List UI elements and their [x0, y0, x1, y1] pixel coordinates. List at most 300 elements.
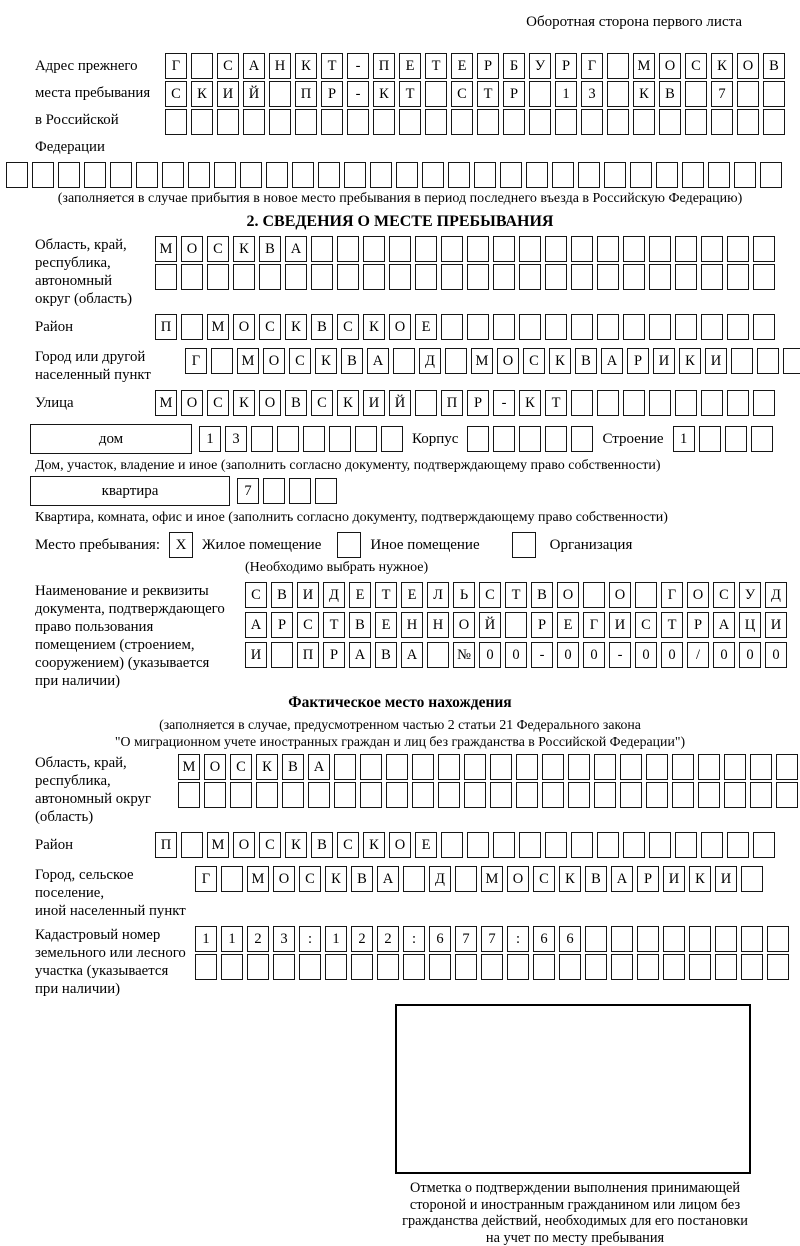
stroenie-label: Строение	[597, 431, 672, 448]
char-box	[649, 390, 671, 416]
char-box: -	[609, 642, 631, 668]
char-box	[727, 390, 749, 416]
char-box	[136, 162, 158, 188]
char-box: :	[507, 926, 529, 952]
char-box: Г	[581, 53, 603, 79]
char-box	[441, 264, 463, 290]
char-box: К	[233, 390, 255, 416]
char-box	[178, 782, 200, 808]
char-box: М	[178, 754, 200, 780]
char-box	[438, 754, 460, 780]
char-box	[247, 954, 269, 980]
header-note: Оборотная сторона первого листа	[0, 0, 800, 31]
char-box: Р	[321, 81, 343, 107]
char-box	[571, 390, 593, 416]
char-box	[597, 832, 619, 858]
char-box: С	[451, 81, 473, 107]
char-box: О	[181, 390, 203, 416]
char-box: К	[256, 754, 278, 780]
char-box	[493, 426, 515, 452]
label-line: в Российской	[35, 107, 165, 134]
char-box: О	[507, 866, 529, 892]
char-box: Й	[389, 390, 411, 416]
char-box	[607, 53, 629, 79]
char-box	[727, 314, 749, 340]
char-box	[750, 782, 772, 808]
char-box	[545, 264, 567, 290]
char-box: В	[575, 348, 597, 374]
char-box	[578, 162, 600, 188]
char-box: Д	[765, 582, 787, 608]
char-box	[441, 236, 463, 262]
apartment-note: Квартира, комната, офис и иное (заполнить согласно документу, подтверждающему право собственности)	[35, 510, 800, 526]
char-box	[448, 162, 470, 188]
char-box	[493, 264, 515, 290]
char-box	[493, 314, 515, 340]
char-box: :	[299, 926, 321, 952]
char-box: 7	[455, 926, 477, 952]
char-box	[646, 754, 668, 780]
char-box	[266, 162, 288, 188]
char-box	[493, 236, 515, 262]
char-box	[155, 264, 177, 290]
cadastral-row	[35, 926, 800, 998]
char-box: К	[711, 53, 733, 79]
char-box	[583, 582, 605, 608]
char-box: О	[233, 314, 255, 340]
char-box: А	[377, 866, 399, 892]
char-box: :	[403, 926, 425, 952]
char-box	[347, 109, 369, 135]
char-box: О	[389, 832, 411, 858]
char-box: Р	[503, 81, 525, 107]
char-box: М	[237, 348, 259, 374]
actual-region-row	[35, 754, 800, 826]
char-box	[760, 162, 782, 188]
label-line: иной населенный пункт	[35, 902, 195, 920]
char-box: К	[325, 866, 347, 892]
char-box: Т	[505, 582, 527, 608]
char-box	[753, 390, 775, 416]
char-box	[519, 426, 541, 452]
char-box	[467, 314, 489, 340]
char-box: М	[471, 348, 493, 374]
char-box	[750, 754, 772, 780]
char-box	[689, 954, 711, 980]
char-box	[363, 236, 385, 262]
char-box	[571, 236, 593, 262]
house-note: Дом, участок, владение и иное (заполнить согласно документу, подтверждающему право собственности)	[35, 458, 800, 474]
char-box	[503, 109, 525, 135]
section2-street-grid	[155, 390, 779, 416]
other-premises-checkbox	[337, 532, 361, 558]
char-box: 0	[713, 642, 735, 668]
char-box	[412, 754, 434, 780]
char-box	[611, 926, 633, 952]
prev-address-section	[35, 53, 800, 161]
char-box	[6, 162, 28, 188]
char-box	[607, 109, 629, 135]
char-box	[649, 314, 671, 340]
char-box	[623, 314, 645, 340]
char-box: И	[217, 81, 239, 107]
stay-type-row	[35, 532, 800, 558]
char-box	[623, 832, 645, 858]
char-box: 7	[481, 926, 503, 952]
char-box: Г	[185, 348, 207, 374]
char-box	[741, 866, 763, 892]
char-box	[607, 81, 629, 107]
char-box: Е	[415, 832, 437, 858]
char-box	[542, 754, 564, 780]
char-box: 1	[199, 426, 221, 452]
char-box	[337, 264, 359, 290]
char-box	[727, 264, 749, 290]
char-box: М	[633, 53, 655, 79]
char-box	[455, 954, 477, 980]
section2-region-grids	[155, 236, 779, 308]
section2-city-label	[35, 348, 185, 384]
char-box	[675, 236, 697, 262]
char-box	[597, 264, 619, 290]
char-box	[516, 782, 538, 808]
char-box: №	[453, 642, 475, 668]
char-box: С	[245, 582, 267, 608]
char-box	[351, 954, 373, 980]
char-box	[181, 264, 203, 290]
char-box: 1	[195, 926, 217, 952]
char-box: У	[529, 53, 551, 79]
char-box	[393, 348, 415, 374]
label-line: гражданства действий, необходимых для его постановки	[380, 1213, 770, 1230]
char-box: К	[285, 314, 307, 340]
char-box: 3	[273, 926, 295, 952]
char-box	[630, 162, 652, 188]
char-box	[464, 754, 486, 780]
char-box	[611, 954, 633, 980]
char-box: О	[609, 582, 631, 608]
char-box: 2	[351, 926, 373, 952]
char-box: П	[155, 832, 177, 858]
label-line: места пребывания	[35, 80, 165, 107]
char-box	[299, 954, 321, 980]
char-box	[620, 754, 642, 780]
char-box	[464, 782, 486, 808]
cadastral-grids	[195, 926, 793, 998]
char-box: С	[207, 236, 229, 262]
char-box: А	[401, 642, 423, 668]
label-line: стороной и иностранным гражданином или лицом без	[380, 1197, 770, 1214]
char-box: Е	[401, 582, 423, 608]
char-box: С	[217, 53, 239, 79]
char-box	[701, 390, 723, 416]
char-box	[701, 264, 723, 290]
char-box	[581, 109, 603, 135]
char-box	[493, 832, 515, 858]
char-box	[490, 754, 512, 780]
char-box: 0	[635, 642, 657, 668]
char-box: /	[687, 642, 709, 668]
char-box	[321, 109, 343, 135]
char-box	[425, 81, 447, 107]
char-box: 6	[533, 926, 555, 952]
char-box: 3	[225, 426, 247, 452]
label-line: Город, сельское поселение,	[35, 866, 195, 902]
char-box: 2	[377, 926, 399, 952]
char-box	[585, 954, 607, 980]
char-box	[698, 754, 720, 780]
char-box	[571, 314, 593, 340]
char-box	[516, 754, 538, 780]
char-box	[195, 954, 217, 980]
char-box: В	[375, 642, 397, 668]
char-box: 0	[557, 642, 579, 668]
char-box: С	[259, 314, 281, 340]
char-box: А	[245, 612, 267, 638]
char-box	[285, 264, 307, 290]
char-box: А	[611, 866, 633, 892]
char-box: И	[705, 348, 727, 374]
char-box	[753, 264, 775, 290]
char-box	[389, 236, 411, 262]
char-box: Й	[479, 612, 501, 638]
char-box: О	[737, 53, 759, 79]
char-box	[259, 264, 281, 290]
label-line: при наличии)	[35, 672, 245, 690]
char-box	[441, 314, 463, 340]
actual-location-title: Фактическое место нахождения	[0, 694, 800, 712]
char-box	[783, 348, 800, 374]
char-box: К	[315, 348, 337, 374]
document-rights-grids	[245, 582, 791, 690]
char-box	[701, 832, 723, 858]
section2-district-row	[35, 314, 800, 342]
char-box	[240, 162, 262, 188]
char-box	[663, 954, 685, 980]
char-box	[763, 109, 785, 135]
char-box: Г	[165, 53, 187, 79]
char-box: С	[297, 612, 319, 638]
label-line: республика,	[35, 254, 155, 272]
char-box	[519, 264, 541, 290]
char-box	[724, 754, 746, 780]
char-box: В	[341, 348, 363, 374]
char-box	[727, 236, 749, 262]
char-box	[519, 236, 541, 262]
confirmation-stamp-box	[395, 1004, 751, 1174]
char-box: М	[247, 866, 269, 892]
char-box	[659, 109, 681, 135]
actual-city-row	[35, 866, 800, 920]
char-box: Е	[349, 582, 371, 608]
char-box: 0	[583, 642, 605, 668]
char-box	[303, 426, 325, 452]
label-line: автономный округ	[35, 790, 178, 808]
char-box	[181, 832, 203, 858]
char-box: В	[259, 236, 281, 262]
char-box	[623, 264, 645, 290]
char-box: К	[337, 390, 359, 416]
char-box	[545, 426, 567, 452]
cadastral-label	[35, 926, 195, 998]
stay-type-label: Место пребывания:	[35, 537, 160, 554]
char-box	[675, 264, 697, 290]
char-box	[571, 426, 593, 452]
char-box: Т	[545, 390, 567, 416]
char-box	[656, 162, 678, 188]
char-box	[289, 478, 311, 504]
cadastral-grid-2	[195, 954, 793, 980]
char-box	[162, 162, 184, 188]
char-box: П	[373, 53, 395, 79]
residential-checkbox: X	[169, 532, 193, 558]
char-box: 0	[739, 642, 761, 668]
char-box: К	[285, 832, 307, 858]
char-box: И	[245, 642, 267, 668]
label-line: Кадастровый номер	[35, 926, 195, 944]
char-box	[474, 162, 496, 188]
actual-city-label	[35, 866, 195, 920]
char-box	[441, 832, 463, 858]
char-box: С	[523, 348, 545, 374]
label-line: Город или другой	[35, 348, 185, 366]
char-box: 1	[325, 926, 347, 952]
label-line: (заполняется в случае, предусмотренном частью 2 статьи 21 Федерального закона	[0, 716, 800, 733]
char-box: Р	[555, 53, 577, 79]
char-box	[776, 782, 798, 808]
label-line: автономный	[35, 272, 155, 290]
char-box: О	[453, 612, 475, 638]
char-box	[519, 832, 541, 858]
section2-street-row	[35, 390, 800, 418]
document-rights-grid-1	[245, 582, 791, 608]
char-box	[725, 426, 747, 452]
char-box: В	[285, 390, 307, 416]
char-box: С	[337, 314, 359, 340]
char-box	[737, 109, 759, 135]
char-box: Т	[321, 53, 343, 79]
char-box: Т	[399, 81, 421, 107]
char-box: К	[519, 390, 541, 416]
label-line: населенный пункт	[35, 366, 185, 384]
char-box	[675, 390, 697, 416]
section2-region-grid-2	[155, 264, 779, 290]
char-box	[734, 162, 756, 188]
char-box	[277, 426, 299, 452]
char-box	[425, 109, 447, 135]
char-box	[396, 162, 418, 188]
char-box	[731, 348, 753, 374]
char-box: 1	[221, 926, 243, 952]
char-box: Т	[323, 612, 345, 638]
char-box: Н	[427, 612, 449, 638]
char-box: И	[297, 582, 319, 608]
char-box: А	[349, 642, 371, 668]
char-box	[646, 782, 668, 808]
char-box	[211, 348, 233, 374]
char-box: И	[653, 348, 675, 374]
char-box	[701, 314, 723, 340]
char-box: 7	[711, 81, 733, 107]
char-box	[711, 109, 733, 135]
char-box	[481, 954, 503, 980]
char-box: В	[282, 754, 304, 780]
char-box	[675, 314, 697, 340]
char-box	[311, 264, 333, 290]
char-box	[751, 426, 773, 452]
char-box	[689, 926, 711, 952]
char-box: У	[739, 582, 761, 608]
char-box	[597, 236, 619, 262]
char-box: К	[233, 236, 255, 262]
section2-city-row	[35, 348, 800, 384]
organization-label: Организация	[550, 537, 633, 554]
char-box	[699, 426, 721, 452]
char-box: В	[531, 582, 553, 608]
char-box: В	[763, 53, 785, 79]
char-box: Р	[271, 612, 293, 638]
char-box	[767, 926, 789, 952]
char-box	[552, 162, 574, 188]
char-box: В	[349, 612, 371, 638]
char-box: О	[181, 236, 203, 262]
char-box	[505, 612, 527, 638]
char-box	[559, 954, 581, 980]
char-box: М	[155, 390, 177, 416]
house-number-grid	[199, 426, 407, 452]
char-box	[568, 754, 590, 780]
char-box	[271, 642, 293, 668]
char-box: П	[155, 314, 177, 340]
char-box	[412, 782, 434, 808]
char-box: П	[441, 390, 463, 416]
char-box	[637, 926, 659, 952]
char-box	[256, 782, 278, 808]
char-box	[399, 109, 421, 135]
label-line: при наличии)	[35, 980, 195, 998]
char-box: А	[243, 53, 265, 79]
char-box: С	[311, 390, 333, 416]
char-box	[110, 162, 132, 188]
section2-region-label	[35, 236, 155, 308]
char-box: С	[533, 866, 555, 892]
char-box	[325, 954, 347, 980]
char-box: Е	[399, 53, 421, 79]
char-box: 0	[765, 642, 787, 668]
char-box: А	[308, 754, 330, 780]
char-box: К	[295, 53, 317, 79]
char-box: А	[713, 612, 735, 638]
char-box	[542, 782, 564, 808]
prev-address-label	[35, 53, 165, 161]
char-box	[451, 109, 473, 135]
char-box	[165, 109, 187, 135]
residential-label: Жилое помещение	[202, 537, 321, 554]
char-box: А	[367, 348, 389, 374]
char-box	[363, 264, 385, 290]
char-box: 2	[247, 926, 269, 952]
document-rights-grid-2	[245, 612, 791, 638]
char-box	[594, 782, 616, 808]
char-box	[415, 264, 437, 290]
char-box	[251, 426, 273, 452]
char-box: Е	[375, 612, 397, 638]
char-box	[545, 236, 567, 262]
char-box: О	[497, 348, 519, 374]
char-box: О	[389, 314, 411, 340]
char-box	[311, 236, 333, 262]
char-box	[415, 236, 437, 262]
